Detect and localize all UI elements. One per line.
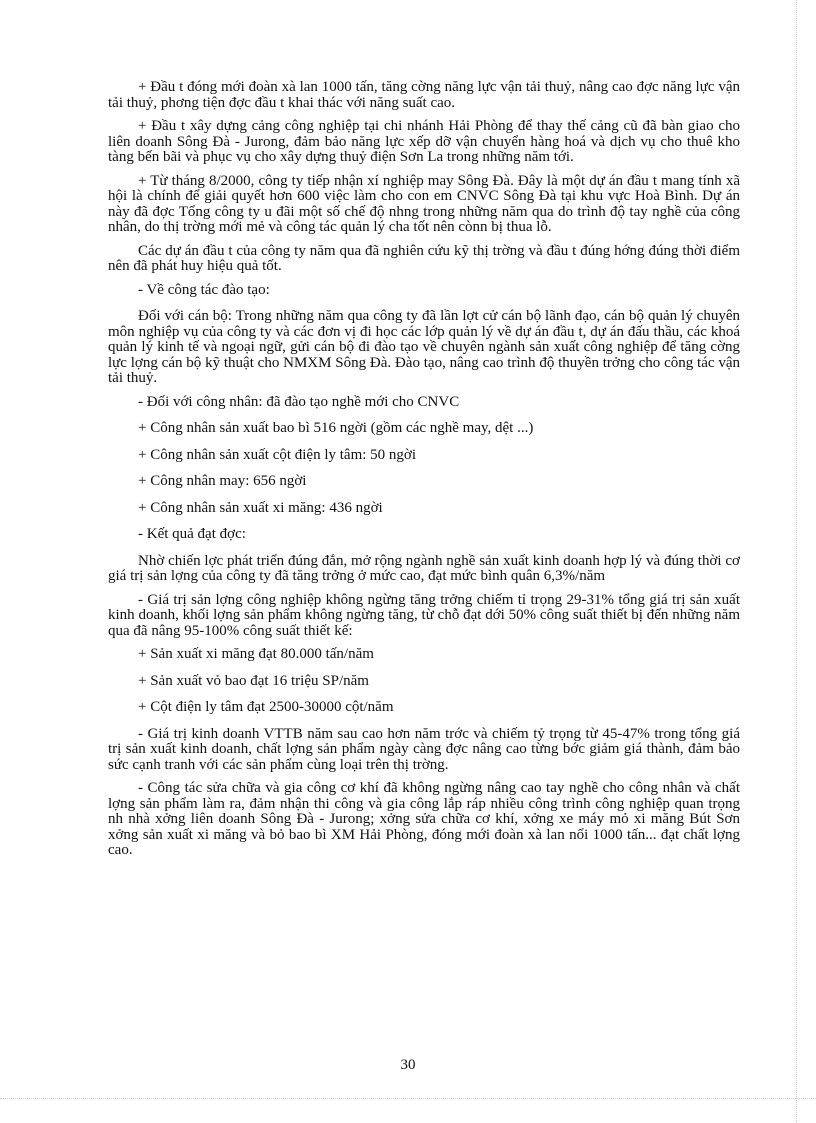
- list-item-bag-output: + Sản xuất vỏ bao đạt 16 triệu SP/năm: [138, 672, 369, 689]
- list-item-pole-workers: + Công nhân sản xuất cột điện ly tâm: 50 ngời: [138, 446, 417, 463]
- paragraph-port-investment: + Đầu t xây dựng cảng công nghiệp tại chi nhánh Hải Phòng để thay thế cảng cũ đã bàn giao cho liên doanh Sông Đà - Jurong, đảm bảo năng lực xếp dỡ vận chuyển hàng hoá và dịch vụ cho thuê kho tàng bến bãi và phục vụ cho xây dựng thuỷ điện Sơn La trong những năm tới.: [108, 118, 740, 165]
- page-frame-bottom-border: [0, 1098, 816, 1099]
- paragraph-garment-enterprise: + Từ tháng 8/2000, công ty tiếp nhận xí nghiệp may Sông Đà. Đây là một dự án đầu t mang tính xã hội là chính để giải quyết hơn 600 việc làm cho con em CNVC Sông Đà tại khu vực Hoà Bình. Dự án này đã đợc Tổng công ty u đãi một số chế độ nhng trong những năm qua do trình độ tay nghề của công nhân, do thị trờng mới mẻ và công tác quản lý cha tốt nên cònn bị thua lỗ.: [108, 172, 740, 235]
- page-number: 30: [400, 1057, 416, 1073]
- body-text: [108, 80, 740, 867]
- paragraph-mechanical-work: - Công tác sửa chữa và gia công cơ khí đã không ngừng nâng cao tay nghề cho công nhân và chất lợng sản phẩm làm ra, đảm nhận thi công và gia công lắp ráp nhiều công trình công nghiệp quan trọng nh nhà xởng liên doanh Sông Đà - Jurong; xởng sửa chữa cơ khí, xởng xe máy mỏ xi măng Bút Sơn xởng sản xuất xi măng và bỏ bao bì XM Hải Phòng, đóng mới đoàn xà lan nổi 1000 tấn... đạt chất lợng cao.: [108, 780, 740, 858]
- paragraph-trading-value: - Giá trị kinh doanh VTTB năm sau cao hơn năm trớc và chiếm tỷ trọng từ 45-47% trong tổng giá trị sản xuất kinh doanh, chất lợng sản phẩm ngày càng đợc nâng cao từng bớc giảm giá thành, đảm bảo sức cạnh tranh với các sản phẩm cùng loại trên thị trờng.: [108, 725, 740, 773]
- list-item-cement-workers: + Công nhân sản xuất xi măng: 436 ngời: [138, 499, 383, 516]
- heading-training: - Về công tác đào tạo:: [138, 281, 270, 298]
- list-item-packaging-workers: + Công nhân sản xuất bao bì 516 ngời (gồm các nghề may, dệt ...): [138, 420, 534, 436]
- list-item-cement-output: + Sản xuất xi măng đạt 80.000 tấn/năm: [138, 646, 374, 662]
- list-item-pole-output: + Cột điện ly tâm đạt 2500-30000 cột/năm: [138, 699, 394, 715]
- list-item-garment-workers: + Công nhân may: 656 ngời: [138, 473, 307, 489]
- page-frame-right-border: [796, 0, 797, 1123]
- paragraph-fleet-investment: + Đầu t đóng mới đoàn xà lan 1000 tấn, tăng cờng năng lực vận tải thuỷ, nâng cao đợc năng lực vận tải thuỷ, phơng tiện đợc đầu t khai thác với năng suất cao.: [108, 79, 740, 111]
- paragraph-worker-training: - Đối với công nhân: đã đào tạo nghề mới cho CNVC: [138, 393, 460, 410]
- paragraph-staff-training: Đối với cán bộ: Trong những năm qua công ty đã lần lợt cử cán bộ lãnh đạo, cán bộ quản lý chuyên môn nghiệp vụ của công ty và các đơn vị đi học các lớp quản lý về dự án đầu t, dự án đấu thầu, các khoá quản lý kinh tế và ngoại ngữ, gửi cán bộ đi đào tạo về chuyên ngành sản xuất công nghiệp để tăng cờng lực lợng cán bộ kỹ thuật cho NMXM Sông Đà. Đào tạo, nâng cao trình độ thuyền trởng cho công tác vận tải thuỷ.: [108, 308, 740, 386]
- heading-results: - Kết quả đạt đợc:: [138, 526, 246, 542]
- paragraph-investment-summary: Các dự án đầu t của công ty năm qua đã nghiên cứu kỹ thị trờng và đầu t đúng hớng đúng thời điểm nên đã phát huy hiệu quả tốt.: [108, 242, 740, 274]
- paragraph-industrial-output: - Giá trị sản lợng công nghiệp không ngừng tăng trởng chiếm tỉ trọng 29-31% tổng giá trị sản xuất kinh doanh, khối lợng sản phẩm không ngừng tăng, từ chỗ đạt dới 50% công suất thiết bị đến những năm qua đã nâng 95-100% công suất thiết kế:: [108, 591, 740, 639]
- paragraph-growth-strategy: Nhờ chiến lợc phát triển đúng đắn, mở rộng ngành nghề sản xuất kinh doanh hợp lý và đúng thời cơ giá trị sản lợng của công ty đã tăng trởng ở mức cao, đạt mức bình quân 6,3%/năm: [108, 552, 740, 584]
